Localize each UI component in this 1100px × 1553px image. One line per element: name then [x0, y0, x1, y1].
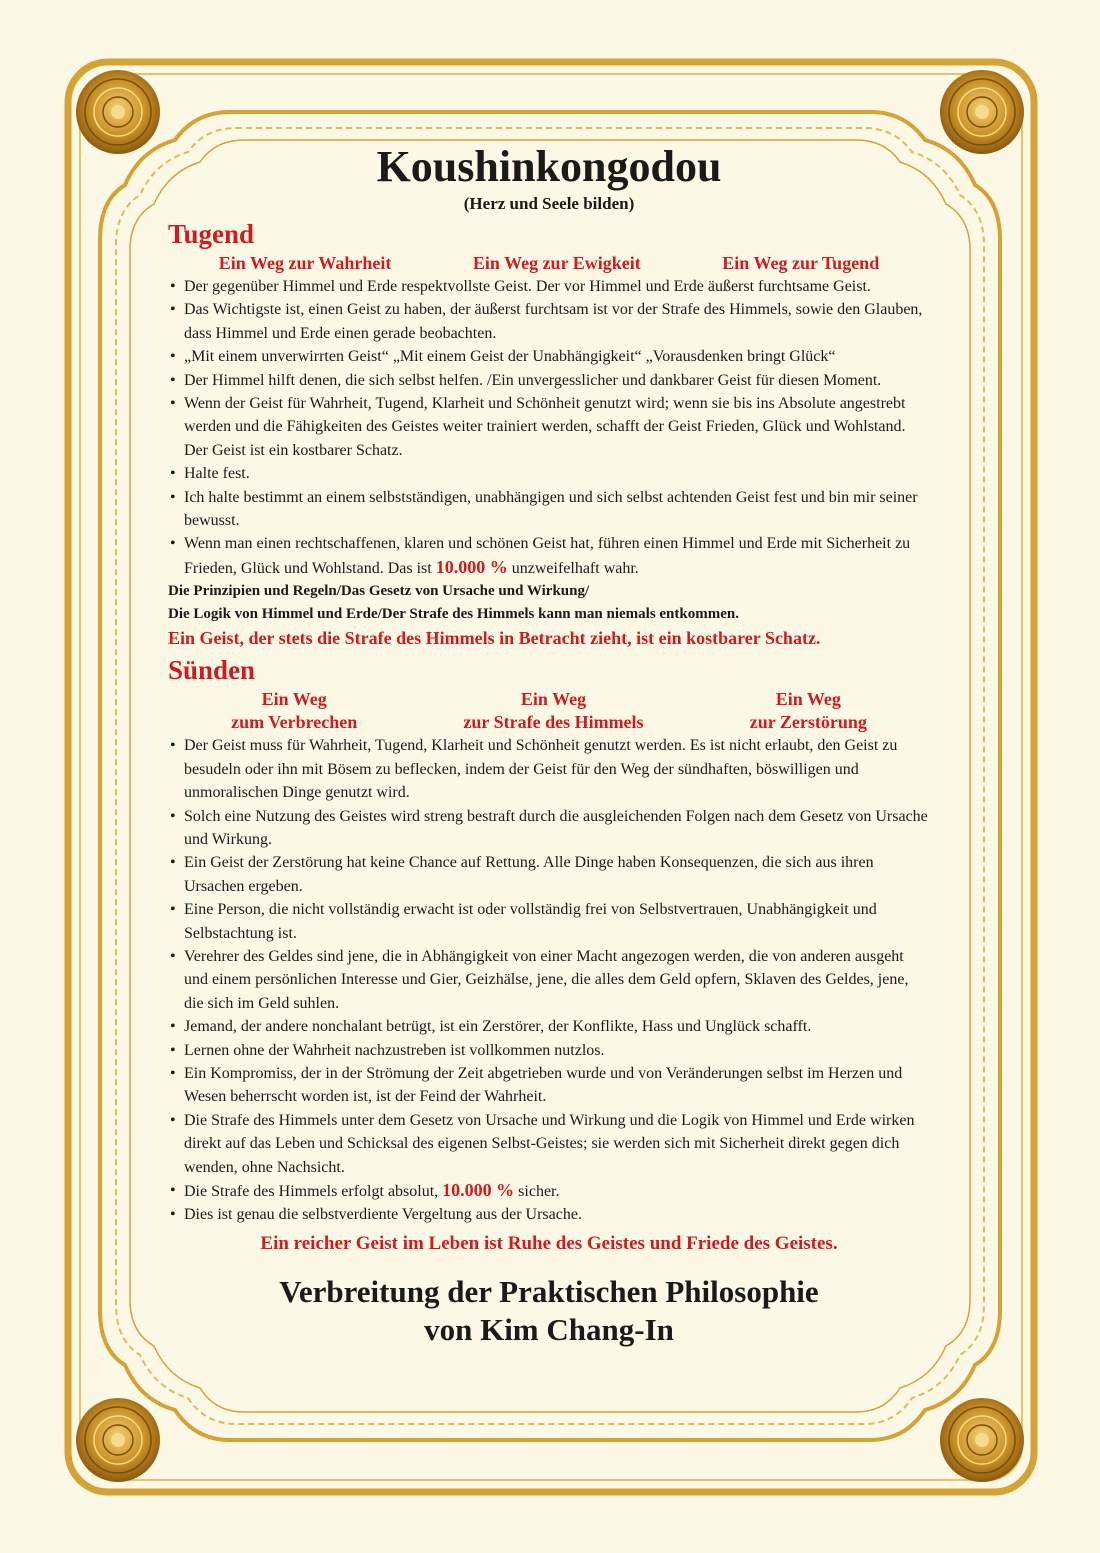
list-item: • Das Wichtigste ist, einen Geist zu haben, der äußerst furchtsam ist vor der Strafe des Himmels, sowie den Glauben, dass Himmel und Erde einen gerade beobachten. [168, 298, 930, 345]
medallion-bottom-right [940, 1398, 1024, 1482]
footer-line: Verbreitung der Praktischen Philosophie [279, 1273, 819, 1309]
way-label: Ein Weg zur Ewigkeit [472, 253, 641, 273]
list-item-continuation: Der Geist ist ein kostbarer Schatz. [184, 441, 403, 459]
medallion-top-left [76, 70, 160, 154]
list-item: • Eine Person, die nicht vollständig erwacht ist oder vollständig frei von Selbstvertrauen, Unabhängigkeit und Selbstachtung ist. [168, 898, 930, 945]
list-item: • Jemand, der andere nonchalant betrügt, ist ein Zerstörer, der Konflikte, Hass und Unglück schafft. [168, 1015, 930, 1038]
percentage-highlight: 10.000 % [442, 1180, 515, 1200]
suenden-bullet-list [168, 734, 930, 1227]
suenden-highlight-statement: Ein reicher Geist im Leben ist Ruhe des Geistes und Friede des Geistes. [260, 1232, 838, 1254]
list-item: • Wenn der Geist für Wahrheit, Tugend, Klarheit und Schönheit genutzt wird; wenn sie bis ins Absolute angestrebt werden und die Fähigkeiten des Geistes weiter trainiert werden, schafft der Geist Frieden, Glück und Wohlstand. [168, 392, 930, 439]
list-item: • Ich halte bestimmt an einem selbstständigen, unabhängigen und sich selbst achtenden Geist fest und bin mir seiner bewusst. [168, 486, 930, 533]
list-item: • Der gegenüber Himmel und Erde respektvollste Geist. Der vor Himmel und Erde äußerst furchtsame Geist. [168, 275, 930, 298]
text-segment: Die Strafe des Himmels erfolgt absolut, [184, 1183, 443, 1200]
list-item: • Halte fest. [168, 462, 930, 485]
way-label: Ein Weg zur Tugend [722, 253, 880, 273]
text-segment: sicher. [514, 1183, 560, 1200]
list-item: • Solch eine Nutzung des Geistes wird streng bestraft durch die ausgleichenden Folgen nach dem Gesetz von Ursache und Wirkung. [168, 805, 930, 852]
list-item: • Lernen ohne der Wahrheit nachzustreben ist vollkommen nutzlos. [168, 1039, 930, 1062]
footer-title [168, 1273, 930, 1349]
principles-line: Die Logik von Himmel und Erde/Der Strafe des Himmels kann man niemals entkommen. [168, 606, 739, 623]
list-item: • Ein Geist der Zerstörung hat keine Chance auf Rettung. Alle Dinge haben Konsequenzen, die sich aus ihren Ursachen ergeben. [168, 851, 930, 898]
list-item [168, 532, 930, 580]
way-label: Ein Weg zum Verbrechen [231, 689, 358, 733]
tugend-bullet-list-2 [168, 462, 930, 580]
percentage-highlight: 10.000 % [435, 556, 508, 577]
text-segment: Wenn man einen rechtschaffenen, klaren und schönen Geist hat, führen einen Himmel und Erde mit Sicherheit zu Frieden, Glück und Wohlstand. Das ist [184, 535, 911, 577]
list-item: • Der Himmel hilft denen, die sich selbst helfen. /Ein unvergesslicher und dankbarer Geist für diesen Moment. [168, 369, 930, 392]
page-subtitle: (Herz und Seele bilden) [463, 194, 635, 213]
section-heading-suenden: Sünden [168, 655, 256, 686]
text-segment: unzweifelhaft wahr. [507, 559, 639, 577]
medallion-top-right [940, 70, 1024, 154]
principles-line: Die Prinzipien und Regeln/Das Gesetz von Ursache und Wirkung/ [168, 583, 590, 600]
list-item: • Der Geist muss für Wahrheit, Tugend, Klarheit und Schönheit genutzt werden. Es ist nicht erlaubt, den Geist zu besudeln oder ihn mit Bösem zu beflecken, indem der Geist für den Weg der sündhaften, böswilligen und unmoralischen Dinge genutzt wird. [168, 734, 930, 804]
list-item: • Die Strafe des Himmels unter dem Gesetz von Ursache und Wirkung und die Logik von Himmel und Erde wirken direkt auf das Leben und Schicksal des eigenen Selbst-Geistes; sie werden sich mit Sicherheit direkt gegen dich wenden, ohne Nachsicht. [168, 1109, 930, 1179]
tugend-highlight-statement: Ein Geist, der stets die Strafe des Himmels in Betracht zieht, ist ein kostbarer Schatz. [168, 628, 821, 649]
list-item: • „Mit einem unverwirrten Geist“ „Mit einem Geist der Unabhängigkeit“ „Vorausdenken bringt Glück“ [168, 345, 930, 368]
list-item [168, 1179, 930, 1203]
list-item: • Ein Kompromiss, der in der Strömung der Zeit abgetrieben wurde und von Veränderungen selbst im Herzen und Wesen beherrscht worden ist, ist der Feind der Wahrheit. [168, 1062, 930, 1109]
document-body [168, 140, 930, 1440]
way-label: Ein Weg zur Strafe des Himmels [463, 689, 644, 733]
way-label: Ein Weg zur Wahrheit [218, 253, 392, 273]
way-label: Ein Weg zur Zerstörung [749, 689, 867, 733]
section-heading-tugend: Tugend [168, 219, 255, 249]
tugend-bullet-list [168, 275, 930, 439]
list-item: • Verehrer des Geldes sind jene, die in Abhängigkeit von einer Macht angezogen werden, die von anderen ausgeht und einem persönlichen Interesse und Gier, Geizhälse, jene, die alles dem Geld opfern, Sklaven des Geldes, jene, die sich im Geld suhlen. [168, 945, 930, 1015]
tugend-ways [168, 252, 930, 275]
footer-line: von Kim Chang-In [424, 1311, 674, 1347]
medallion-bottom-left [76, 1398, 160, 1482]
page-title: Koushinkongodou [376, 142, 722, 191]
list-item: • Dies ist genau die selbstverdiente Vergeltung aus der Ursache. [168, 1203, 930, 1226]
suenden-ways [168, 688, 930, 734]
